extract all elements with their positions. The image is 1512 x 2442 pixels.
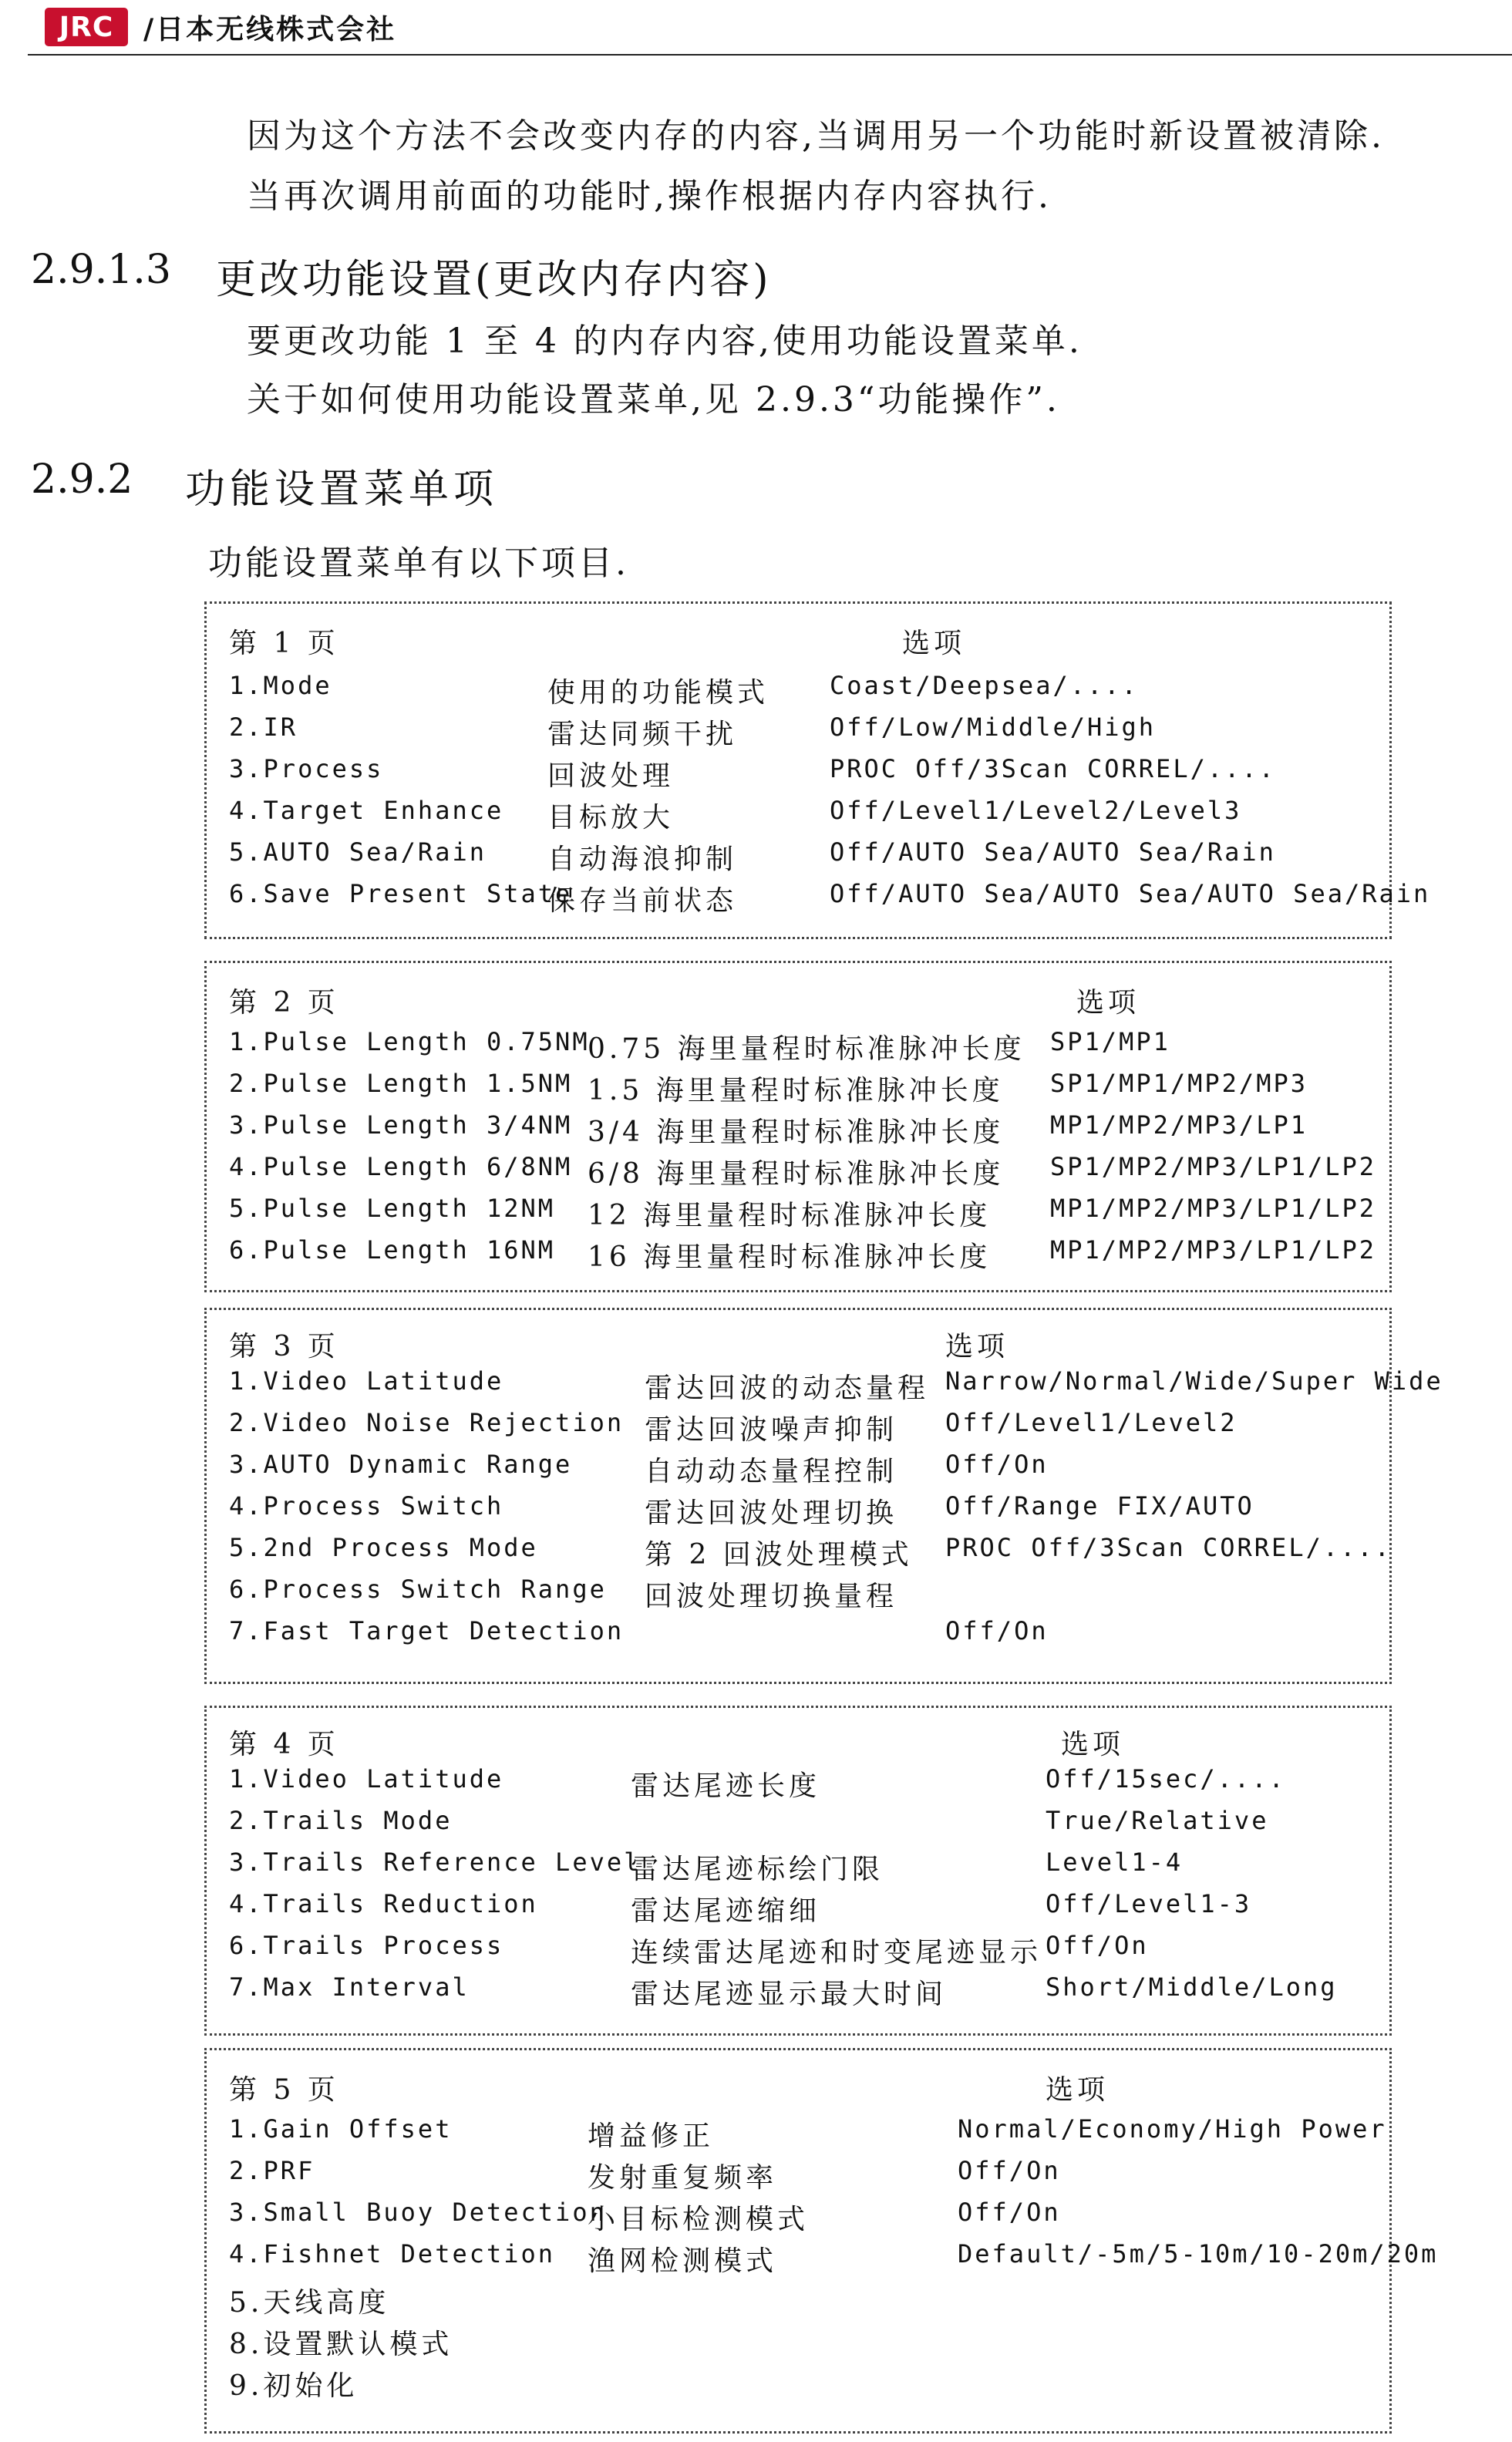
menu-item-description: 增益修正 xyxy=(588,2120,715,2152)
menu-item-description: 回波处理 xyxy=(547,760,675,792)
menu-item-description: 保存当前状态 xyxy=(547,885,738,917)
menu-item-label: 4.Process Switch xyxy=(229,1491,504,1521)
menu-item-label: 6.Trails Process xyxy=(229,1931,504,1960)
menu-item-description: 雷达回波噪声抑制 xyxy=(645,1414,898,1446)
menu-item-label: 2.PRF xyxy=(229,2156,315,2185)
menu-item-label: 5.天线高度 xyxy=(229,2287,390,2319)
menu-item-description: 16 海里量程时标准脉冲长度 xyxy=(588,1241,992,1273)
menu-item-options: Off/On xyxy=(945,1450,1049,1479)
section-2913-line-1: 要更改功能 1 至 4 的内存内容,使用功能设置菜单. xyxy=(247,322,1083,361)
menu-item-description: 自动海浪抑制 xyxy=(547,844,738,875)
menu-item-options: Off/AUTO Sea/AUTO Sea/AUTO Sea/Rain xyxy=(830,879,1431,908)
menu-item-options: Off/15sec/.... xyxy=(1046,1764,1286,1794)
menu-item-label: 2.Video Noise Rejection xyxy=(229,1408,625,1437)
page-title: 第 3 页 xyxy=(229,1331,339,1362)
menu-item-label: 1.Pulse Length 0.75NM xyxy=(229,1027,590,1056)
menu-item-description: 1.5 海里量程时标准脉冲长度 xyxy=(588,1075,1004,1106)
page-title: 第 5 页 xyxy=(229,2074,339,2106)
menu-item-options: Off/On xyxy=(958,2198,1061,2227)
menu-item-options: Narrow/Normal/Wide/Super Wide xyxy=(945,1366,1443,1396)
menu-item-description: 12 海里量程时标准脉冲长度 xyxy=(588,1200,992,1231)
menu-item-options: Off/Level1/Level2 xyxy=(945,1408,1238,1437)
menu-item-label: 6.Save Present State xyxy=(229,879,573,908)
menu-item-options: PROC Off/3Scan CORREL/.... xyxy=(945,1533,1392,1562)
menu-item-label: 4.Target Enhance xyxy=(229,796,504,825)
section-number: 2.9.2 xyxy=(31,456,133,503)
menu-item-description: 雷达尾迹缩细 xyxy=(631,1895,821,1927)
menu-item-description: 第 2 回波处理模式 xyxy=(645,1539,913,1571)
menu-item-label: 3.Small Buoy Detection xyxy=(229,2198,607,2227)
menu-item-label: 2.Pulse Length 1.5NM xyxy=(229,1069,573,1098)
page-title: 第 4 页 xyxy=(229,1729,339,1760)
page-title: 第 2 页 xyxy=(229,987,339,1019)
menu-item-label: 1.Gain Offset xyxy=(229,2114,453,2144)
section-2913-title xyxy=(216,247,772,305)
menu-item-description: 雷达尾迹标绘门限 xyxy=(631,1854,884,1885)
options-header: 选项 xyxy=(902,628,966,659)
menu-item-options: Normal/Economy/High Power xyxy=(958,2114,1387,2144)
menu-item-description: 发射重复频率 xyxy=(588,2162,778,2194)
menu-item-options: PROC Off/3Scan CORREL/.... xyxy=(830,754,1276,783)
menu-item-label: 5.AUTO Sea/Rain xyxy=(229,837,487,867)
menu-item-options: Short/Middle/Long xyxy=(1046,1972,1338,2002)
menu-item-label: 9.初始化 xyxy=(229,2370,359,2402)
menu-item-options: MP1/MP2/MP3/LP1 xyxy=(1050,1110,1308,1140)
menu-item-label: 8.设置默认模式 xyxy=(229,2329,453,2360)
menu-item-options: Off/Level1-3 xyxy=(1046,1889,1252,1918)
options-header: 选项 xyxy=(1076,987,1140,1019)
intro-line-1: 因为这个方法不会改变内存的内容,当调用另一个功能时新设置被清除. xyxy=(247,116,1385,156)
company-name: /日本无线株式会社 xyxy=(143,13,397,45)
menu-item-description: 目标放大 xyxy=(547,802,675,834)
menu-item-description: 连续雷达尾迹和时变尾迹显示 xyxy=(631,1937,1042,1969)
menu-item-description: 雷达回波处理切换 xyxy=(645,1497,898,1529)
options-header: 选项 xyxy=(1061,1729,1125,1760)
section-title: 更改功能设置(更改内存内容) xyxy=(216,257,772,303)
menu-item-description: 雷达同频干扰 xyxy=(547,719,738,750)
menu-item-description: 渔网检测模式 xyxy=(588,2245,778,2277)
options-header: 选项 xyxy=(945,1331,1009,1362)
menu-item-options: SP1/MP1/MP2/MP3 xyxy=(1050,1069,1308,1098)
menu-item-options: MP1/MP2/MP3/LP1/LP2 xyxy=(1050,1235,1377,1265)
menu-item-label: 6.Process Switch Range xyxy=(229,1575,607,1604)
menu-item-label: 4.Fishnet Detection xyxy=(229,2239,556,2269)
page-title: 第 1 页 xyxy=(229,628,339,659)
menu-item-description: 6/8 海里量程时标准脉冲长度 xyxy=(588,1158,1005,1190)
menu-item-label: 4.Trails Reduction xyxy=(229,1889,538,1918)
menu-item-label: 3.Pulse Length 3/4NM xyxy=(229,1110,573,1140)
menu-item-label: 1.Mode xyxy=(229,671,332,700)
page-header xyxy=(0,0,1512,56)
menu-item-options: MP1/MP2/MP3/LP1/LP2 xyxy=(1050,1194,1377,1223)
menu-item-label: 1.Video Latitude xyxy=(229,1366,504,1396)
menu-item-options: Default/-5m/5-10m/10-20m/20m xyxy=(958,2239,1439,2269)
menu-item-description: 小目标检测模式 xyxy=(588,2204,810,2235)
logo-text: JRC xyxy=(59,11,114,43)
intro-line-2: 当再次调用前面的功能时,操作根据内存内容执行. xyxy=(247,177,1052,216)
section-292-heading xyxy=(31,456,133,503)
menu-item-options: SP1/MP1 xyxy=(1050,1027,1170,1056)
menu-item-label: 2.Trails Mode xyxy=(229,1806,453,1835)
menu-item-label: 6.Pulse Length 16NM xyxy=(229,1235,556,1265)
menu-item-description: 0.75 海里量程时标准脉冲长度 xyxy=(588,1033,1025,1065)
menu-item-label: 3.AUTO Dynamic Range xyxy=(229,1450,573,1479)
menu-item-label: 3.Process xyxy=(229,754,384,783)
menu-item-label: 5.Pulse Length 12NM xyxy=(229,1194,556,1223)
menu-item-description: 3/4 海里量程时标准脉冲长度 xyxy=(588,1117,1005,1148)
menu-item-description: 自动动态量程控制 xyxy=(645,1456,898,1487)
menu-item-label: 5.2nd Process Mode xyxy=(229,1533,538,1562)
menu-item-description: 回波处理切换量程 xyxy=(645,1581,898,1612)
section-number: 2.9.1.3 xyxy=(31,247,171,293)
menu-item-options: Off/On xyxy=(958,2156,1061,2185)
menu-item-label: 7.Max Interval xyxy=(229,1972,470,2002)
menu-item-description: 雷达回波的动态量程 xyxy=(645,1373,930,1404)
section-292-title xyxy=(185,456,498,514)
menu-item-options: Coast/Deepsea/.... xyxy=(830,671,1139,700)
menu-item-options: Off/Low/Middle/High xyxy=(830,712,1157,742)
menu-item-options: Off/On xyxy=(945,1616,1049,1645)
menu-item-description: 使用的功能模式 xyxy=(547,677,769,709)
menu-item-options: True/Relative xyxy=(1046,1806,1269,1835)
menu-item-label: 4.Pulse Length 6/8NM xyxy=(229,1152,573,1181)
menu-item-options: Off/Level1/Level2/Level3 xyxy=(830,796,1242,825)
options-header: 选项 xyxy=(1046,2074,1110,2106)
header-divider xyxy=(28,54,1512,56)
section-2913-line-2: 关于如何使用功能设置菜单,见 2.9.3“功能操作”. xyxy=(247,380,1060,419)
section-2913-heading xyxy=(31,247,171,293)
section-292-intro: 功能设置菜单有以下项目. xyxy=(208,544,629,583)
menu-item-options: Off/AUTO Sea/AUTO Sea/Rain xyxy=(830,837,1276,867)
menu-item-options: Off/On xyxy=(1046,1931,1149,1960)
menu-item-label: 1.Video Latitude xyxy=(229,1764,504,1794)
section-title: 功能设置菜单项 xyxy=(185,467,499,513)
jrc-logo xyxy=(45,8,128,46)
menu-item-label: 3.Trails Reference Level xyxy=(229,1847,642,1877)
menu-item-options: Level1-4 xyxy=(1046,1847,1184,1877)
menu-item-label: 7.Fast Target Detection xyxy=(229,1616,625,1645)
menu-item-description: 雷达尾迹显示最大时间 xyxy=(631,1979,948,2010)
menu-item-options: SP1/MP2/MP3/LP1/LP2 xyxy=(1050,1152,1377,1181)
menu-item-description: 雷达尾迹长度 xyxy=(631,1770,821,1802)
menu-item-label: 2.IR xyxy=(229,712,298,742)
menu-item-options: Off/Range FIX/AUTO xyxy=(945,1491,1254,1521)
